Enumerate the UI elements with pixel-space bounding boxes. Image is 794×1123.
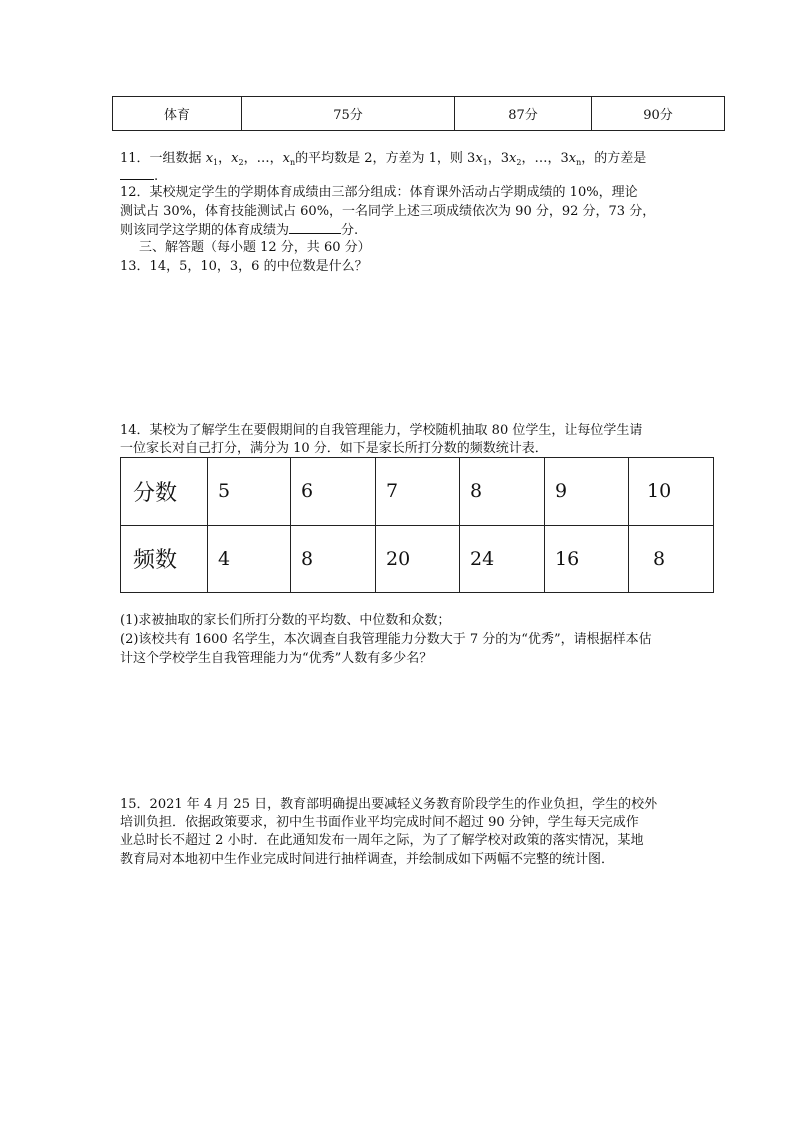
q12-line-2: 测试占 30%，体育技能测试占 60%，一名同学上述三项成绩依次为 90 分，92 分，73 分，	[120, 204, 656, 219]
header-score: 分数	[121, 458, 208, 526]
cell-score-1: 75分	[242, 97, 455, 131]
q11-sub: 2	[238, 158, 244, 167]
answer-blank	[120, 167, 154, 180]
q11-var: x	[568, 151, 577, 166]
table-cell: 7	[376, 458, 460, 526]
table-cell: 6	[291, 458, 376, 526]
q15-line-1: 15．2021 年 4 月 25 日，教育部明确提出要减轻义务教育阶段学生的作业负担，学生的校外	[120, 797, 658, 812]
table-cell: 20	[376, 525, 460, 593]
q11-var: x	[205, 151, 214, 166]
q11-end: ，的方差是	[581, 151, 647, 166]
q15-line-3: 业总时长不超过 2 小时．在此通知发布一周年之际，为了了解学校对政策的落实情况，某地	[120, 833, 644, 848]
table-cell: 24	[460, 525, 545, 593]
q11-sub: n	[576, 158, 582, 167]
cell-score-3: 90分	[592, 97, 725, 131]
q11-dot: .	[154, 169, 159, 184]
table-row	[121, 458, 714, 526]
header-frequency: 频数	[121, 525, 208, 593]
table-cell: 16	[545, 525, 629, 593]
q14-part-2a: (2)该校共有 1600 名学生，本次调查自我管理能力分数大于 7 分的为“优秀”，请根据样本估	[120, 632, 652, 647]
cell-score-2: 87分	[455, 97, 592, 131]
q11-var: x	[231, 151, 239, 166]
frequency-table	[120, 457, 714, 593]
q14-line-1: 14．某校为了解学生在要假期间的自我管理能力，学校随机抽取 80 位学生，让每位学生请	[120, 423, 643, 438]
q11-text: 的平均数是 2，方差为 1，则 3	[295, 151, 476, 166]
q15-line-4: 教育局对本地初中生作业完成时间进行抽样调查，并绘制成如下两幅不完整的统计图．	[120, 852, 615, 867]
answer-blank	[289, 221, 341, 234]
q11-ellipsis: ，…，	[243, 151, 283, 166]
section-heading: 三、解答题（每小题 12 分，共 60 分）	[139, 240, 371, 255]
table-cell: 10	[629, 458, 714, 526]
table-cell: 9	[545, 458, 629, 526]
table-cell: 8	[460, 458, 545, 526]
q11-sub: 2	[516, 158, 522, 167]
q11-var: x	[475, 151, 483, 166]
q11-text: ，…，3	[521, 151, 569, 166]
table-cell: 8	[629, 525, 714, 593]
q14-part-1: (1)求被抽取的家长们所打分数的平均数、中位数和众数；	[120, 613, 451, 628]
q11-var: x	[509, 151, 517, 166]
q12-line-3	[120, 221, 358, 239]
q14-part-2b: 计这个学校学生自我管理能力为“优秀”人数有多少名？	[120, 651, 433, 666]
q11-sub: 1	[213, 158, 219, 167]
question-11: 11．一组数据 $x_1$，$x_2$，…，$x_n$的平均数是 2，方差为 1，则 $3x_1$，$3x_2$，…，$3x_n$，的方差是	[120, 151, 647, 167]
table-cell: 5	[208, 458, 291, 526]
q11-answer-line	[120, 167, 158, 185]
table-row	[121, 525, 714, 593]
q12-text: 则该同学这学期的体育成绩为	[120, 223, 290, 238]
question-13: 13．14，5，10，3，6 的中位数是什么？	[120, 259, 368, 274]
q11-sub: 1	[482, 158, 488, 167]
q12-line-1: 12．某校规定学生的学期体育成绩由三部分组成：体育课外活动占学期成绩的 10%，理论	[120, 185, 638, 200]
q14-line-2: 一位家长对自己打分，满分为 10 分．如下是家长所打分数的频数统计表．	[120, 441, 548, 456]
q15-line-2: 培训负担．依据政策要求，初中生书面作业平均完成时间不超过 90 分钟，学生每天完成作	[120, 815, 639, 830]
table-cell: 8	[291, 525, 376, 593]
q11-sub: n	[289, 158, 296, 167]
q11-var: x	[282, 151, 290, 166]
q11-prefix: 11．一组数据	[120, 151, 206, 166]
score-table-row	[112, 96, 725, 131]
q12-unit: 分.	[341, 223, 359, 238]
table-cell: 4	[208, 525, 291, 593]
cell-subject: 体育	[113, 97, 242, 131]
